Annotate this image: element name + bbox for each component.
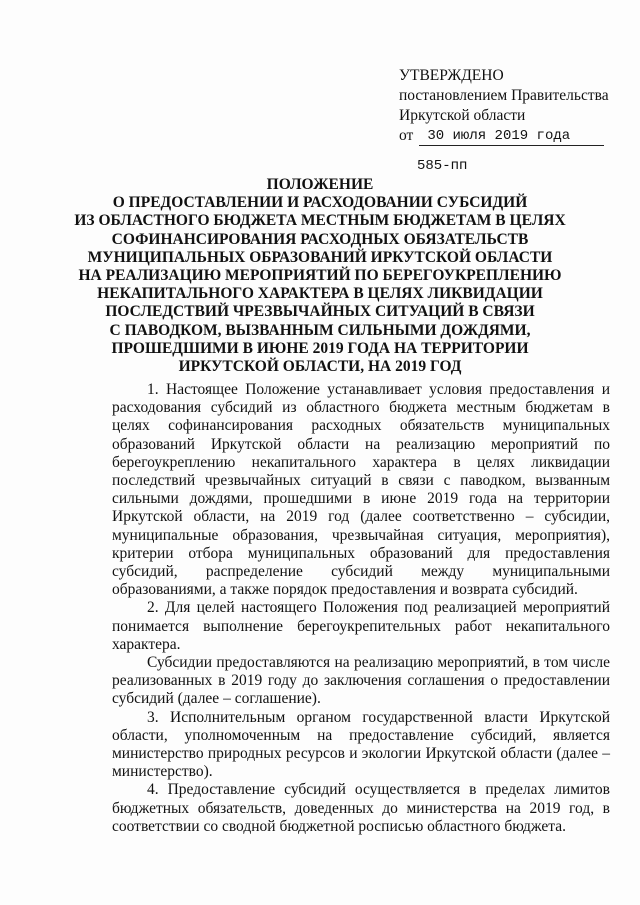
- title-line: ПОСЛЕДСТВИЙ ЧРЕЗВЫЧАЙНЫХ СИТУАЦИЙ В СВЯЗИ: [105, 303, 535, 321]
- paragraph-4: 4. Предоставление субсидий осуществляется в пределах лимитов бюджетных обязательств, доведенных до министерства на 2019 год, в соответствии со сводной бюджетной росписью областного бюджета.: [112, 781, 610, 835]
- approval-date-value: 30 июля 2019 года: [419, 127, 604, 146]
- paragraph-2: 2. Для целей настоящего Положения под реализацией мероприятий понимается выполнение берегоукрепительных работ некапитального характера.: [112, 599, 610, 653]
- paragraph-2-subsidies: Субсидии предоставляются на реализацию мероприятий, в том числе реализованных в 2019 году до заключения соглашения о предоставлении субсидий (далее – соглашение).: [112, 654, 610, 708]
- approval-date-prefix: от: [399, 127, 414, 144]
- approval-resolution-line: постановлением Правительства: [399, 87, 609, 104]
- document-body: [112, 381, 610, 836]
- title-line: ПРОШЕДШИМИ В ИЮНЕ 2019 ГОДА НА ТЕРРИТОРИИ: [111, 339, 529, 357]
- title-line: ИРКУТСКОЙ ОБЛАСТИ, НА 2019 ГОД: [178, 358, 462, 376]
- title-line: ПОЛОЖЕНИЕ: [266, 176, 374, 193]
- title-line: ИЗ ОБЛАСТНОГО БЮДЖЕТА МЕСТНЫМ БЮДЖЕТАМ В ЦЕЛЯХ: [74, 212, 566, 230]
- title-line: НЕКАПИТАЛЬНОГО ХАРАКТЕРА В ЦЕЛЯХ ЛИКВИДАЦИИ: [97, 285, 543, 303]
- paragraph-3: 3. Исполнительным органом государственной власти Иркутской области, уполномоченным на предоставление субсидий, является министерство природных ресурсов и экологии Иркутской области (далее – министерство).: [112, 708, 610, 781]
- approval-region-line: Иркутской области: [399, 107, 526, 124]
- title-line: С ПАВОДКОМ, ВЫЗВАННЫМ СИЛЬНЫМИ ДОЖДЯМИ,: [109, 321, 531, 339]
- title-line: НА РЕАЛИЗАЦИЮ МЕРОПРИЯТИЙ ПО БЕРЕГОУКРЕПЛЕНИЮ: [78, 267, 562, 285]
- paragraph-1: 1. Настоящее Положение устанавливает условия предоставления и расходования субсидий из областного бюджета местным бюджетам в целях софинансирования расходных обязательств муниципальных образований Иркутской области на реализацию мероприятий по берегоукреплению некапитального характера в целях ликвидации последствий чрезвычайных ситуаций в связи с паводком, вызванным сильными дождями, прошедшими в июне 2019 года на территории Иркутской области, на 2019 год (далее соответственно – субсидии, муниципальные образования, чрезвычайная ситуация, мероприятия), критерии отбора муниципальных образований для предоставления субсидий, распределение субсидий между муниципальными образованиями, а также порядок предоставления и возврата субсидий.: [112, 381, 610, 599]
- title-line: СОФИНАНСИРОВАНИЯ РАСХОДНЫХ ОБЯЗАТЕЛЬСТВ: [111, 230, 529, 248]
- approval-heading: УТВЕРЖДЕНО: [399, 67, 504, 84]
- approval-number: 585-пп: [417, 158, 468, 174]
- title-line: МУНИЦИПАЛЬНЫХ ОБРАЗОВАНИЙ ИРКУТСКОЙ ОБЛАСТИ: [87, 248, 553, 266]
- title-line: О ПРЕДОСТАВЛЕНИИ И РАСХОДОВАНИИ СУБСИДИЙ: [112, 194, 528, 212]
- approval-block: [399, 66, 619, 176]
- approval-date-row: [399, 126, 619, 146]
- document-title: [60, 176, 580, 376]
